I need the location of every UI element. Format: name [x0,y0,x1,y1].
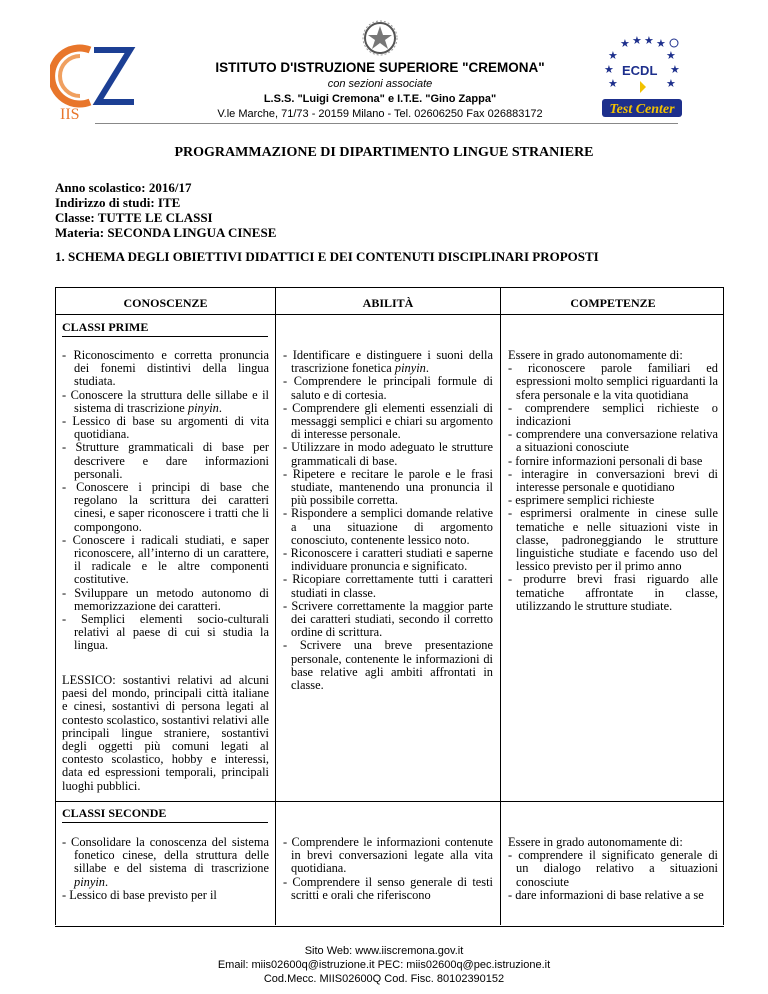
list-item: - Comprendere gli elementi essenziali di messaggi semplici e chiari su argomento di interesse personale. [283,400,493,442]
list-item: - Conoscere la struttura delle sillabe e il sistema di trascrizione pinyin. [62,387,269,415]
prime-lessico: LESSICO: sostantivi relativi ad alcuni paesi del mondo, principali città italiane e cinesi, sostantivi di persona legati al contesto scolastico, sostantivi relativi alle principali lingue straniere, sostantivi degli oggetti più comuni legati al contesto scolastico, hobby e interessi, data ed espressioni temporali, principali luoghi pubblici. [62,673,269,793]
svg-text:★: ★ [608,50,618,62]
document-meta [55,180,276,240]
list-item: - Comprendere le informazioni contenute in brevi conversazioni legate alla vita quotidiana. [283,835,493,876]
meta-school-year: Anno scolastico: 2016/17 [55,180,192,195]
list-item: - fornire informazioni personali di base [508,453,703,468]
svg-text:★: ★ [656,38,666,50]
list-item: - comprendere una conversazione relativa a situazioni conosciute [508,427,718,455]
footer-website: Sito Web: www.iiscremona.gov.it [304,945,464,957]
logo-left-text: IIS [60,106,80,120]
seconde-abilita [283,836,493,902]
list-item: - Sviluppare un metodo autonomo di memorizzazione dei caratteri. [62,585,269,613]
list-item: - esprimere semplici richieste [508,493,655,508]
list-item: - Conoscere i principi di base che regolano la scrittura dei caratteri cinesi, e saper riconoscere i tratti che li compongono. [62,480,269,534]
ecdl-text: ECDL [622,63,658,78]
competenze-intro: Essere in grado autonomamente di: [508,348,683,362]
italian-republic-emblem-icon [362,20,398,56]
section-title: 1. SCHEMA DEGLI OBIETTIVI DIDATTICI E DEI CONTENUTI DISCIPLINARI PROPOSTI [55,249,599,264]
list-item: - dare informazioni di base relative a se [508,887,704,902]
iis-cremona-logo [50,40,140,120]
footer [0,944,768,986]
school-address: V.le Marche, 71/73 - 20159 Milano - Tel. 02606250 Fax 026883172 [217,108,543,120]
prime-conoscenze [62,349,269,653]
class-label-underline [62,336,268,337]
list-item: - Semplici elementi socio-culturali relativi al paese di cui si studia la lingua. [62,612,269,653]
school-subtitle: con sezioni associate [327,78,433,90]
footer-email: Email: miis02600q@istruzione.it PEC: miis02600q@pec.istruzione.it [217,959,551,971]
test-center-text: Test Center [609,102,675,117]
list-item: - produrre brevi frasi riguardo alle tematiche affrontate in classe, utilizzando le strutture studiate. [508,572,718,613]
svg-text:★: ★ [666,78,676,90]
document-title: PROGRAMMAZIONE DI DIPARTIMENTO LINGUE STRANIERE [174,145,594,160]
list-item: - Riconoscere i caratteri studiati e saperne individuare pronuncia e significato. [283,546,493,574]
header-conoscenze: CONOSCENZE [123,296,208,310]
ecdl-test-center-logo [600,35,685,120]
list-item: - esprimersi oralmente in cinese sulle tematiche e nelle situazioni viste in classe, padroneggiando le strutture linguistiche studiate e facendo uso del lessico previsto per il primo anno [508,506,718,574]
prime-abilita [283,349,493,692]
header-row-border [56,314,723,315]
list-item: - riconoscere parole familiari ed espressioni molto semplici riguardanti la sfera personale e la vita quotidiana [508,361,718,402]
header-competenze: COMPETENZE [570,296,656,310]
svg-text:★: ★ [666,50,676,62]
seconde-competenze [508,836,718,902]
school-header [180,20,580,120]
list-item: - Ricopiare correttamente tutti i caratteri studiati in classe. [283,572,493,600]
list-item: - comprendere il significato generale di un dialogo relativo a situazioni conosciute [508,848,718,889]
svg-text:★: ★ [608,78,618,90]
objectives-table [55,287,724,925]
column-divider [275,288,276,925]
list-item: - comprendere semplici richieste o indicazioni [508,400,718,429]
list-item: - Utilizzare in modo adeguato le strutture grammaticali di base. [283,440,493,468]
svg-text:★: ★ [620,38,630,50]
list-item: - Riconoscimento e corretta pronuncia dei fonemi distintivi della lingua studiata. [62,348,269,389]
list-item: - Scrivere correttamente la maggior parte dei caratteri studiati, secondo il corretto ordine di scrittura. [283,598,493,640]
list-item: - Lessico di base su argomenti di vita quotidiana. [62,414,269,442]
class-label-underline [62,822,268,823]
header-divider [95,123,678,124]
list-item: - Rispondere a semplici domande relative a una situazione di argomento conosciuto, contenente lessico noto. [283,506,493,547]
class-label-prime: CLASSI PRIME [62,320,149,334]
footer-divider [55,926,724,927]
competenze-intro: Essere in grado autonomamente di: [508,835,683,849]
class-label-seconde: CLASSI SECONDE [62,806,167,820]
svg-text:★: ★ [644,35,654,47]
meta-class: Classe: TUTTE LE CLASSI [55,210,213,225]
list-item: - Ripetere e recitare le parole e le frasi studiate, mantenendo una pronuncia il più possibile corretta. [283,466,493,508]
list-item: - Comprendere le principali formule di saluto e di cortesia. [283,374,493,402]
footer-codes: Cod.Mecc. MIIS02600Q Cod. Fisc. 80102390152 [263,973,505,985]
meta-study-track: Indirizzo di studi: ITE [55,195,181,210]
list-item: - interagire in conversazioni brevi di interesse personale e quotidiano [508,466,718,495]
row-border [56,801,723,802]
svg-text:★: ★ [632,35,642,47]
list-item: - Identificare e distinguere i suoni della trascrizione fonetica pinyin. [283,348,493,376]
list-item: - Scrivere una breve presentazione personale, contenente le informazioni di base relative agli ambiti affrontati in classe. [283,638,493,693]
prime-competenze [508,349,718,613]
list-item: - Conoscere i radicali studiati, e saper riconoscere, all’interno di un carattere, il radicale e le altre componenti costitutive. [62,532,269,587]
seconde-conoscenze [62,836,269,902]
school-name: ISTITUTO D'ISTRUZIONE SUPERIORE "CREMONA" [215,60,545,75]
list-item: - Lessico di base previsto per il [62,887,217,902]
column-divider [500,288,501,925]
list-item: - Consolidare la conoscenza del sistema fonetico cinese, della struttura delle sillabe e del sistema di trascrizione pinyin. [62,835,269,889]
svg-text:★: ★ [604,64,614,76]
school-sections: L.S.S. "Luigi Cremona" e I.T.E. "Gino Zappa" [263,93,497,105]
meta-subject: Materia: SECONDA LINGUA CINESE [55,225,277,240]
list-item: - Comprendere il senso generale di testi scritti e orali che riferiscono [283,874,493,902]
header-abilita: ABILITÀ [362,296,414,310]
svg-text:★: ★ [670,64,680,76]
list-item: - Strutture grammaticali di base per descrivere e dare informazioni personali. [62,440,269,481]
